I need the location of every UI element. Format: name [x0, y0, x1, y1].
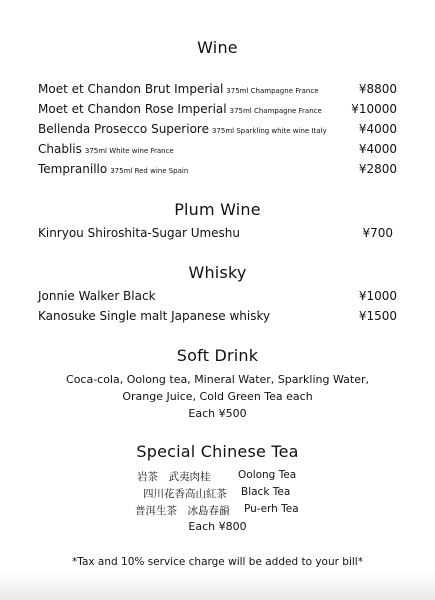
chinese-tea-item-en-name: Black Tea [241, 486, 291, 498]
chinese-tea-item-en-name: Pu-erh Tea [244, 503, 299, 515]
chinese-tea-item-en-name: Oolong Tea [238, 469, 297, 481]
wine-item-price: ¥8800 [358, 82, 397, 96]
whisky-section-title: Whisky [188, 263, 247, 282]
whisky-item-name: Kanosuke Single malt Japanese whisky [38, 309, 271, 323]
chinese-tea-item-cn-name: 岩茶 武夷肉桂 [137, 471, 211, 483]
soft-drink-list-line-2: Orange Juice, Cold Green Tea each [122, 390, 313, 403]
soft-drink-price: Each ¥500 [188, 407, 247, 420]
wine-item-price: ¥10000 [351, 102, 397, 116]
wine-item-desc: 375ml Champagne France [229, 107, 322, 115]
wine-item-moet-brut [38, 82, 397, 98]
wine-item-desc: 375ml Sparkling white wine Italy [211, 127, 327, 135]
chinese-tea-item-puerh [125, 503, 335, 517]
chinese-tea-item-black [125, 486, 335, 500]
plum-wine-item-price: ¥700 [362, 226, 393, 240]
plum-wine-section-title: Plum Wine [174, 200, 261, 219]
wine-item-name: Moet et Chandon Rose Imperial [38, 102, 227, 116]
wine-item-bellenda-prosecco [38, 122, 397, 138]
wine-item-desc: 375ml Champagne France [226, 87, 319, 95]
plum-wine-item-name: Kinryou Shiroshita-Sugar Umeshu [38, 226, 241, 240]
whisky-item-price: ¥1000 [358, 289, 397, 303]
whisky-item-kanosuke [38, 309, 397, 325]
wine-item-tempranillo [38, 162, 397, 178]
wine-item-price: ¥2800 [358, 162, 397, 176]
whisky-item-price: ¥1500 [358, 309, 397, 323]
wine-item-price: ¥4000 [358, 142, 397, 156]
wine-item-chablis [38, 142, 397, 158]
soft-drink-list-line-1: Coca-cola, Oolong tea, Mineral Water, Sparkling Water, [66, 373, 369, 386]
wine-item-moet-rose [38, 102, 397, 118]
wine-item-name: Tempranillo [38, 162, 108, 176]
wine-item-desc: 375ml White wine France [84, 147, 174, 155]
wine-item-price: ¥4000 [358, 122, 397, 136]
soft-drink-section-title: Soft Drink [176, 346, 259, 365]
chinese-tea-section-title: Special Chinese Tea [136, 442, 299, 461]
wine-section-title: Wine [197, 38, 238, 57]
wine-item-name: Chablis [38, 142, 82, 156]
wine-item-name: Bellenda Prosecco Superiore [38, 122, 209, 136]
chinese-tea-price: Each ¥800 [188, 520, 247, 533]
chinese-tea-item-oolong [125, 469, 335, 483]
plum-wine-item-umeshu [38, 226, 393, 242]
tax-service-note: *Tax and 10% service charge will be added to your bill* [72, 556, 363, 568]
whisky-item-name: Jonnie Walker Black [38, 289, 156, 303]
wine-item-desc: 375ml Red wine Spain [110, 167, 189, 175]
whisky-item-jonnie-walker [38, 289, 397, 305]
wine-item-name: Moet et Chandon Brut Imperial [38, 82, 224, 96]
chinese-tea-item-cn-name: 普洱生茶 冰島春韻 [135, 505, 230, 517]
chinese-tea-item-cn-name: 四川花香高山紅茶 [143, 488, 227, 500]
page-bottom-shadow [0, 572, 435, 600]
